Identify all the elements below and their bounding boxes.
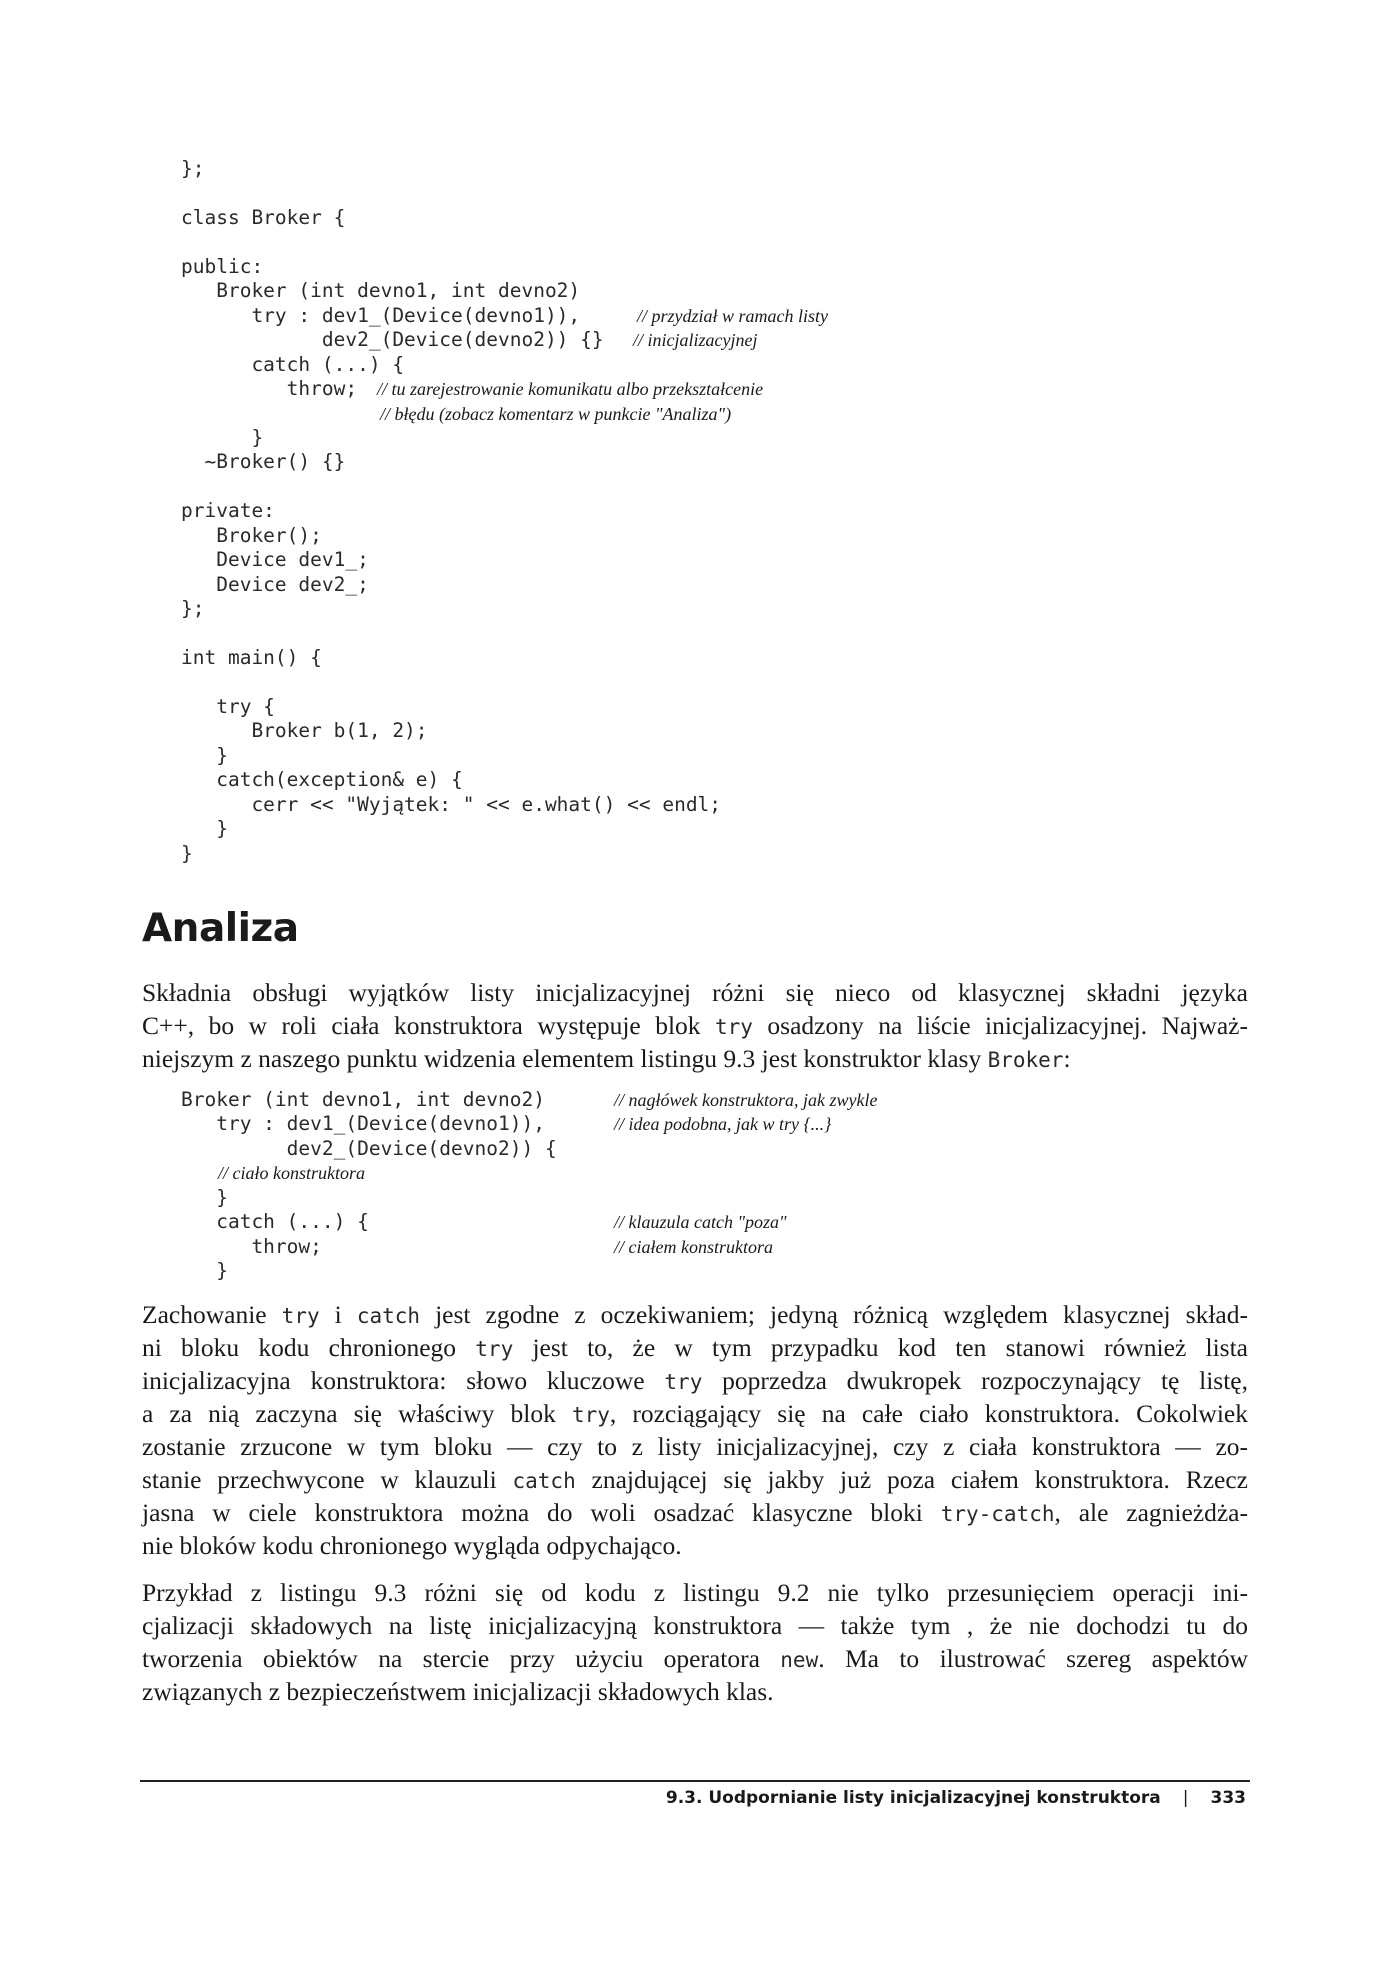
code-comment: // błędu (zobacz komentarz w punkcie "Analiza") <box>380 403 732 424</box>
text-run: , ale zagnieżdża- <box>1054 1498 1248 1527</box>
text-run: : <box>1063 1044 1071 1073</box>
paragraph-syntax-intro <box>142 976 1248 1075</box>
paragraph-try-catch-behaviour <box>142 1298 1248 1562</box>
text-run: jest zgodne z oczekiwaniem; jedyną różnicą względem klasycznej skład- <box>420 1300 1248 1329</box>
section-heading: Analiza <box>142 906 299 951</box>
code-line: class Broker { <box>181 205 346 229</box>
text-run: zostanie zrzucone w tym bloku — czy to z listy inicjalizacyjnej, czy z ciała konstruktora — zo- <box>142 1432 1248 1461</box>
code-line: Device dev2_; <box>181 572 369 596</box>
code-line: } <box>181 817 228 841</box>
code-line: } <box>181 1259 228 1283</box>
code-line: try { <box>181 694 275 718</box>
inline-code: try <box>475 1337 514 1361</box>
code-line: private: <box>181 499 275 523</box>
code-line: } <box>181 425 264 449</box>
code-line: int main() { <box>181 646 322 669</box>
text-line <box>142 1463 1248 1496</box>
code-line: catch(exception& e) { <box>181 768 463 792</box>
code-comment: // nagłówek konstruktora, jak zwykle <box>614 1090 878 1110</box>
code-line: }; <box>181 157 205 180</box>
inline-code: try <box>281 1304 320 1328</box>
code-line: ~Broker() {} <box>181 450 346 474</box>
text-line <box>142 1364 1248 1397</box>
inline-code: try <box>664 1370 703 1394</box>
text-run: znajdującej się jakby już poza ciałem konstruktora. Rzecz <box>575 1465 1248 1494</box>
text-run: inicjalizacyjna konstruktora: słowo kluczowe <box>142 1366 665 1395</box>
text-run: cjalizacji składowych na listę inicjalizacyjną konstruktora — także tym , że nie dochodzi tu do <box>142 1611 1248 1640</box>
page-number: 333 <box>1210 1788 1246 1808</box>
code-comment: // klauzula catch "poza" <box>614 1212 787 1233</box>
text-run: , rozciągający się na całe ciało konstruktora. Cokolwiek <box>609 1399 1248 1428</box>
text-run: Składnia obsługi wyjątków listy inicjalizacyjnej różni się nieco od klasycznej składni języka <box>142 978 1248 1007</box>
code-line: try : dev1_(Device(devno1)), <box>181 303 581 327</box>
text-line <box>142 1675 1248 1708</box>
text-run: stanie przechwycone w klauzuli <box>142 1465 513 1494</box>
code-line: } <box>181 743 228 767</box>
footer-section-title: 9.3. Uodpornianie listy inicjalizacyjnej konstruktora <box>665 1788 1161 1808</box>
text-line <box>142 1298 1248 1331</box>
text-line <box>142 1529 1248 1562</box>
code-comment: // ciało konstruktora <box>218 1163 365 1184</box>
inline-code: Broker <box>987 1048 1064 1072</box>
inline-code: catch <box>512 1469 576 1493</box>
inline-code: try-catch <box>940 1502 1055 1526</box>
text-run: poprzedza dwukropek rozpoczynający tę listę, <box>702 1366 1248 1395</box>
text-run: osadzony na liście inicjalizacyjnej. Najważ- <box>752 1011 1248 1040</box>
code-line: } <box>181 841 193 865</box>
text-run: tworzenia obiektów na stercie przy użyciu operatora <box>142 1644 781 1673</box>
code-line: Broker (int devno1, int devno2) <box>181 1088 545 1111</box>
inline-code: try <box>571 1403 610 1427</box>
code-line: try : dev1_(Device(devno1)), <box>181 1112 545 1136</box>
inline-code: try <box>715 1015 753 1039</box>
code-line: } <box>181 1185 228 1209</box>
text-line <box>142 1331 1248 1364</box>
text-run: . Ma to ilustrować szereg aspektów <box>818 1644 1248 1673</box>
text-run: związanych z bezpieczeństwem inicjalizacji składowych klas. <box>142 1677 774 1706</box>
code-line: catch (...) { <box>181 1210 369 1234</box>
code-line: Broker b(1, 2); <box>181 719 428 743</box>
code-line: dev2_(Device(devno2)) {} <box>181 328 604 352</box>
code-line: dev2_(Device(devno2)) { <box>181 1136 557 1160</box>
inline-code: new <box>780 1648 819 1672</box>
text-run: jasna w ciele konstruktora można do woli osadzać klasyczne bloki <box>142 1498 941 1527</box>
code-line: cerr << "Wyjątek: " << e.what() << endl; <box>181 792 722 816</box>
code-comment: // idea podobna, jak w try {...} <box>614 1114 832 1135</box>
code-line: public: <box>181 254 264 278</box>
text-run: ni bloku kodu chronionego <box>142 1333 476 1362</box>
text-line <box>142 1042 1248 1075</box>
text-run: Przykład z listingu 9.3 różni się od kodu z listingu 9.2 nie tylko przesunięciem operacji ini- <box>142 1578 1248 1607</box>
text-line <box>142 1496 1248 1529</box>
text-line <box>142 1609 1248 1642</box>
text-run: C++, bo w roli ciała konstruktora występuje blok <box>142 1011 715 1040</box>
code-line: throw; <box>181 377 358 401</box>
text-line <box>142 1397 1248 1430</box>
paragraph-listing-comparison <box>142 1576 1248 1708</box>
inline-code: catch <box>356 1304 421 1328</box>
code-comment: // tu zarejestrowanie komunikatu albo przekształcenie <box>377 379 764 400</box>
text-line <box>142 1642 1248 1675</box>
footer-rule <box>140 1780 1250 1782</box>
text-run: a za nią zaczyna się właściwy blok <box>142 1399 572 1428</box>
text-run: i <box>319 1300 357 1329</box>
footer-separator: | <box>1182 1788 1189 1808</box>
text-run: niejszym z naszego punktu widzenia elementem listingu 9.3 jest konstruktor klasy <box>142 1044 988 1073</box>
page-footer <box>666 1788 1246 1808</box>
code-line: throw; <box>181 1234 322 1258</box>
text-line <box>142 1576 1248 1609</box>
text-run: jest to, że w tym przypadku kod ten stanowi również lista <box>513 1333 1248 1362</box>
code-line: }; <box>181 597 205 621</box>
text-line <box>142 976 1248 1009</box>
text-line <box>142 1009 1248 1042</box>
text-run: Zachowanie <box>142 1300 282 1329</box>
code-line: Device dev1_; <box>181 548 369 572</box>
code-comment: // inicjalizacyjnej <box>633 330 758 351</box>
code-comment: // przydział w ramach listy <box>637 305 829 326</box>
code-line: Broker (int devno1, int devno2) <box>181 279 581 303</box>
code-line: Broker(); <box>181 523 322 547</box>
text-line <box>142 1430 1248 1463</box>
code-comment: // ciałem konstruktora <box>614 1236 773 1257</box>
code-line: catch (...) { <box>181 352 405 376</box>
text-run: nie bloków kodu chronionego wygląda odpychająco. <box>142 1531 682 1560</box>
